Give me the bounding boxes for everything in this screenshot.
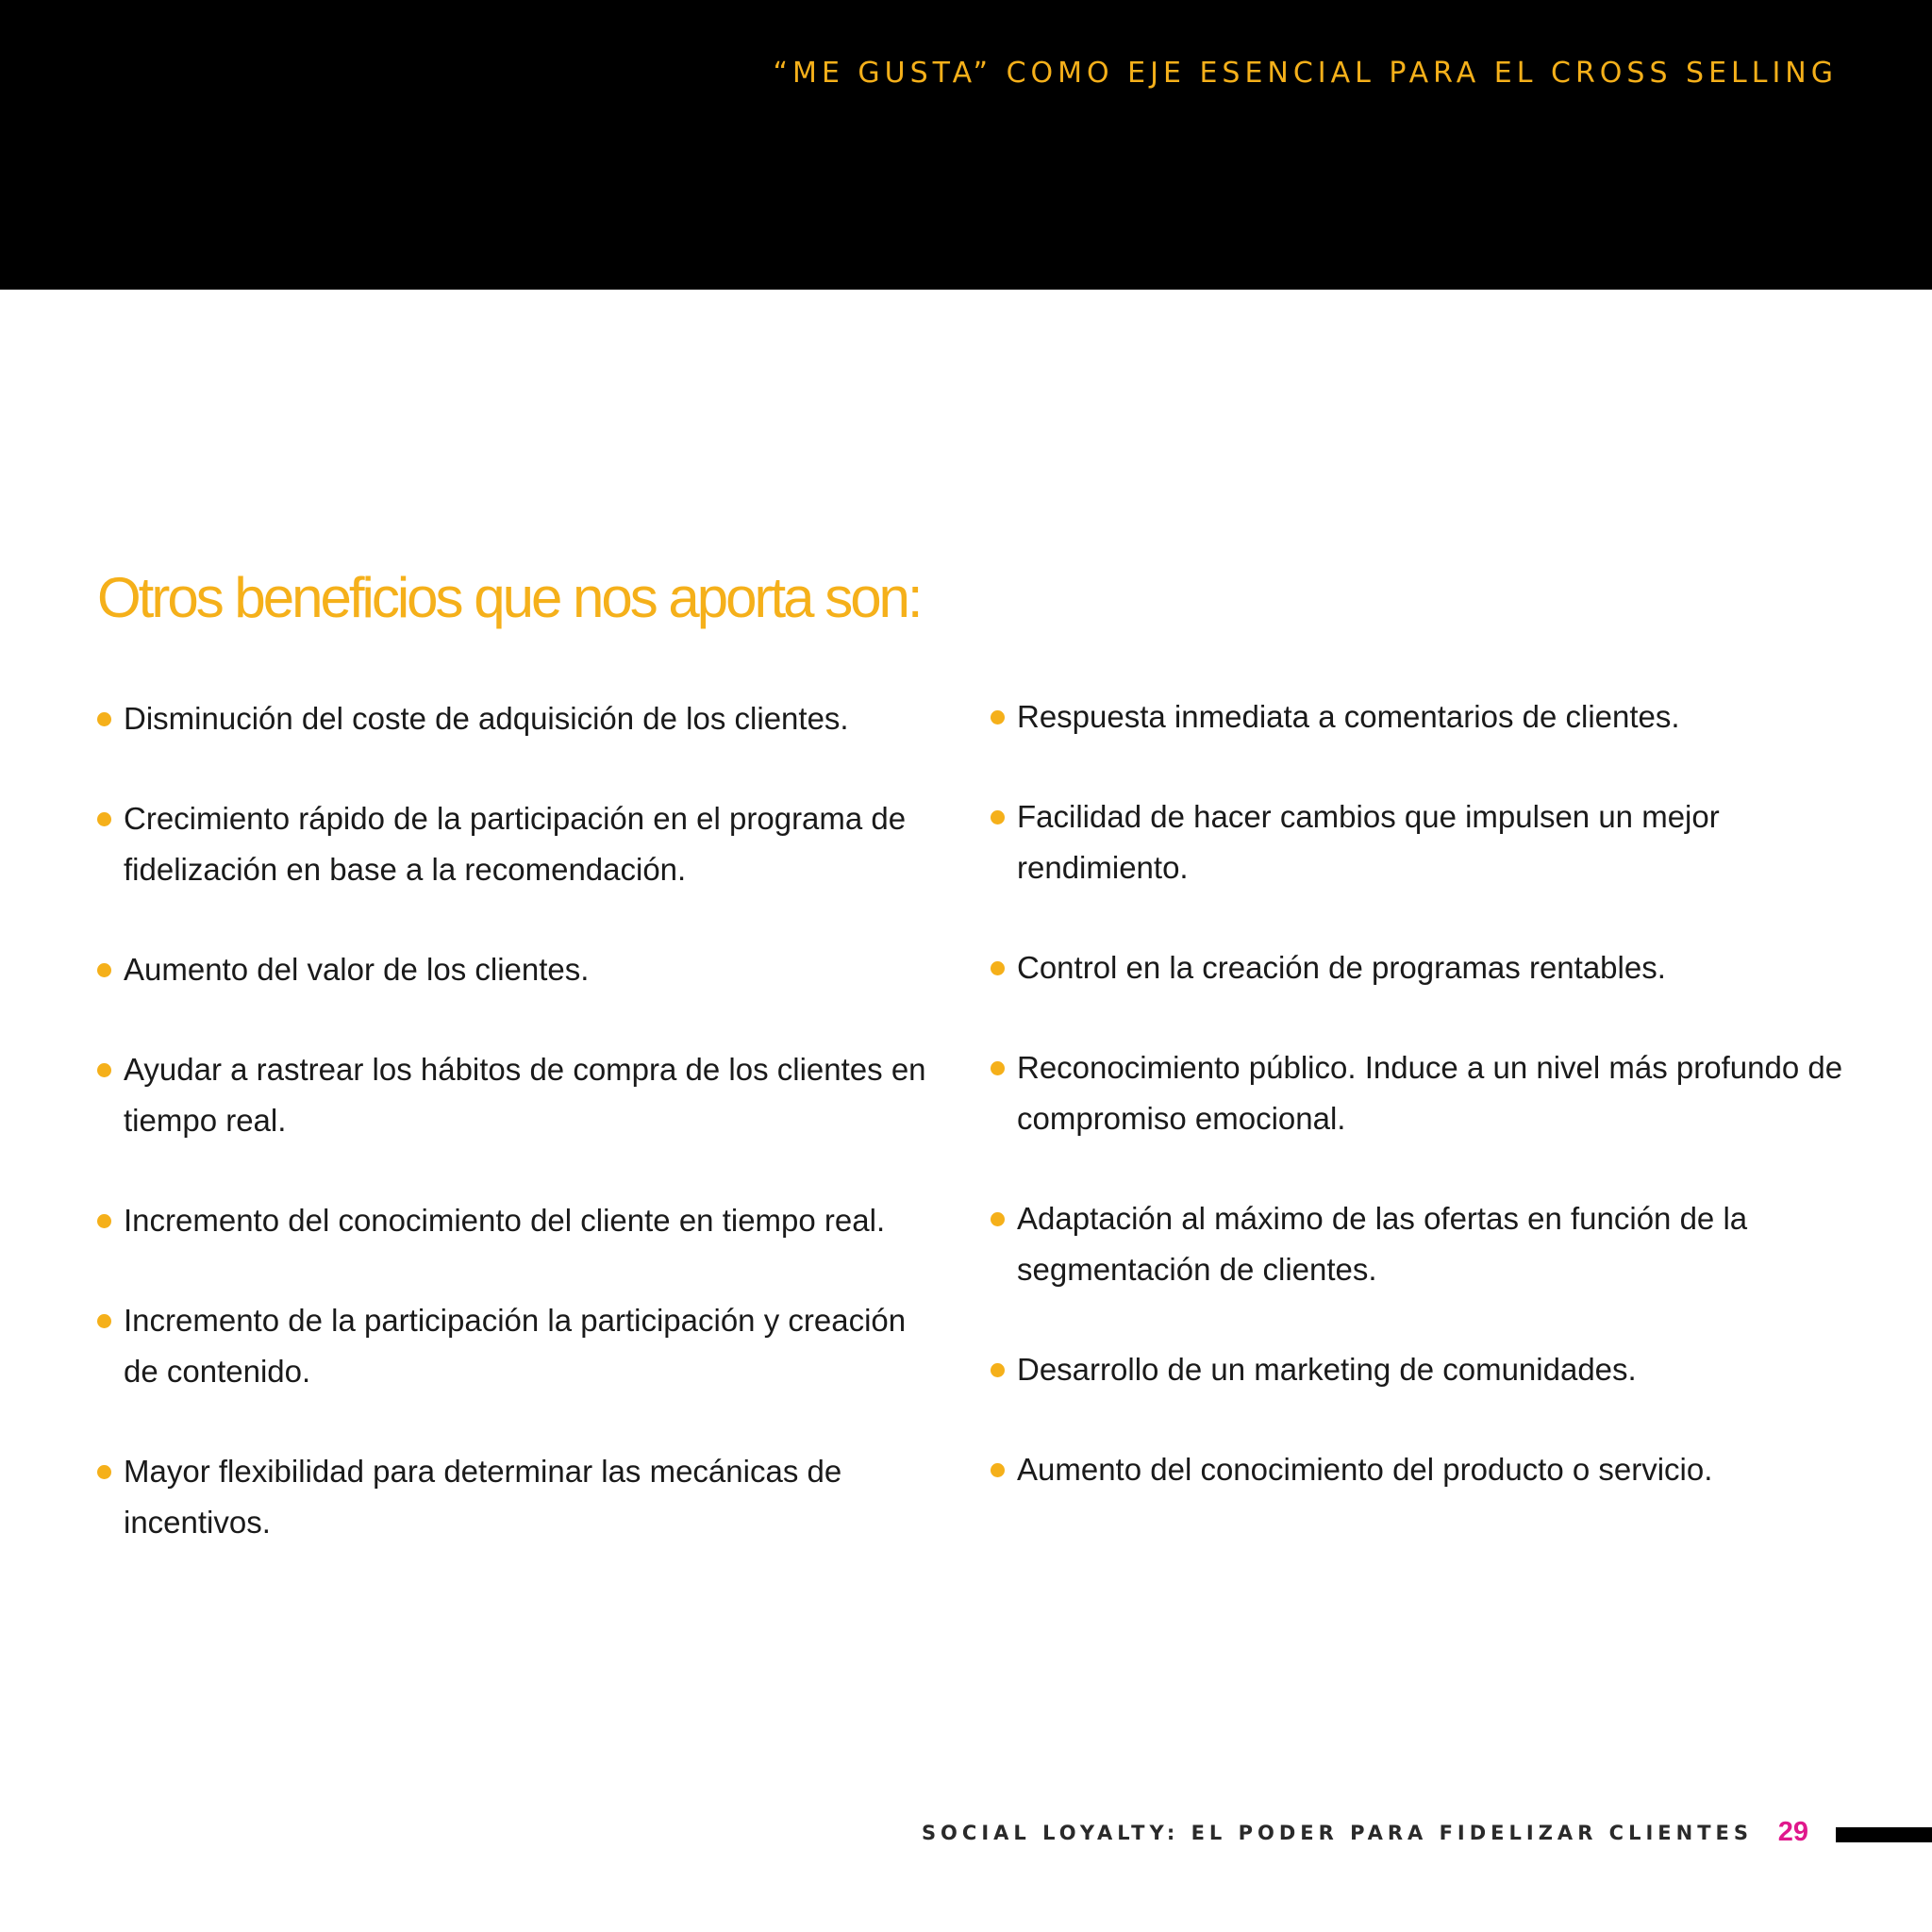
bullet-dot: [991, 710, 1005, 724]
benefit-item: [97, 1195, 946, 1246]
benefit-item: [991, 791, 1858, 893]
benefit-text: Crecimiento rápido de la participación en el programa de fidelización en base a la recomendación.: [124, 801, 907, 887]
bullet-dot: [97, 1063, 111, 1077]
benefit-item: [991, 691, 1858, 742]
benefit-text: Ayudar a rastrear los hábitos de compra de los clientes en tiempo real.: [124, 1052, 926, 1138]
benefit-text: Incremento del conocimiento del cliente en tiempo real.: [124, 1203, 886, 1238]
benefit-text: Disminución del coste de adquisición de los clientes.: [124, 701, 849, 736]
benefit-text: Mayor flexibilidad para determinar las mecánicas de incentivos.: [124, 1454, 842, 1540]
benefit-item: [97, 944, 946, 995]
header-band: [0, 0, 1932, 290]
benefit-item: [97, 1446, 946, 1548]
bullet-dot: [991, 1363, 1005, 1377]
benefit-item: [991, 942, 1858, 993]
benefit-item: [991, 1344, 1858, 1395]
benefit-item: [97, 793, 946, 895]
page-number: 29: [1777, 1817, 1808, 1847]
benefits-list-right: [991, 691, 1858, 1544]
benefit-item: [991, 1444, 1858, 1495]
benefit-text: Aumento del valor de los clientes.: [124, 952, 590, 987]
benefit-item: [97, 1044, 946, 1146]
bullet-dot: [97, 812, 111, 826]
benefits-list-left: [97, 693, 946, 1597]
benefit-text: Reconocimiento público. Induce a un nivel más profundo de compromiso emocional.: [1017, 1050, 1843, 1136]
bullet-dot: [991, 1212, 1005, 1226]
benefit-text: Control en la creación de programas rentables.: [1017, 950, 1666, 985]
chapter-title: “ME GUSTA” COMO EJE ESENCIAL PARA EL CROSS SELLING: [773, 57, 1838, 90]
bullet-dot: [97, 1465, 111, 1479]
benefit-item: [991, 1042, 1858, 1144]
bullet-dot: [97, 712, 111, 726]
benefit-item: [97, 1295, 946, 1397]
bullet-dot: [991, 810, 1005, 824]
benefit-text: Aumento del conocimiento del producto o servicio.: [1017, 1452, 1713, 1487]
benefit-text: Desarrollo de un marketing de comunidades.: [1017, 1352, 1637, 1387]
bullet-dot: [97, 1214, 111, 1228]
bullet-dot: [991, 1061, 1005, 1075]
bullet-dot: [97, 963, 111, 977]
bullet-dot: [991, 1463, 1005, 1477]
footer-book-title: SOCIAL LOYALTY: EL PODER PARA FIDELIZAR CLIENTES: [921, 1822, 1753, 1844]
benefit-item: [991, 1193, 1858, 1295]
page-footer: [0, 1816, 1932, 1854]
benefit-item: [97, 693, 946, 744]
footer-bar: [1836, 1827, 1932, 1842]
benefit-text: Adaptación al máximo de las ofertas en función de la segmentación de clientes.: [1017, 1201, 1748, 1287]
benefit-text: Incremento de la participación la participación y creación de contenido.: [124, 1303, 907, 1389]
benefit-text: Respuesta inmediata a comentarios de clientes.: [1017, 699, 1680, 734]
bullet-dot: [991, 961, 1005, 975]
bullet-dot: [97, 1314, 111, 1328]
section-heading: Otros beneficios que nos aporta son:: [97, 566, 921, 629]
benefit-text: Facilidad de hacer cambios que impulsen un mejor rendimiento.: [1017, 799, 1720, 885]
